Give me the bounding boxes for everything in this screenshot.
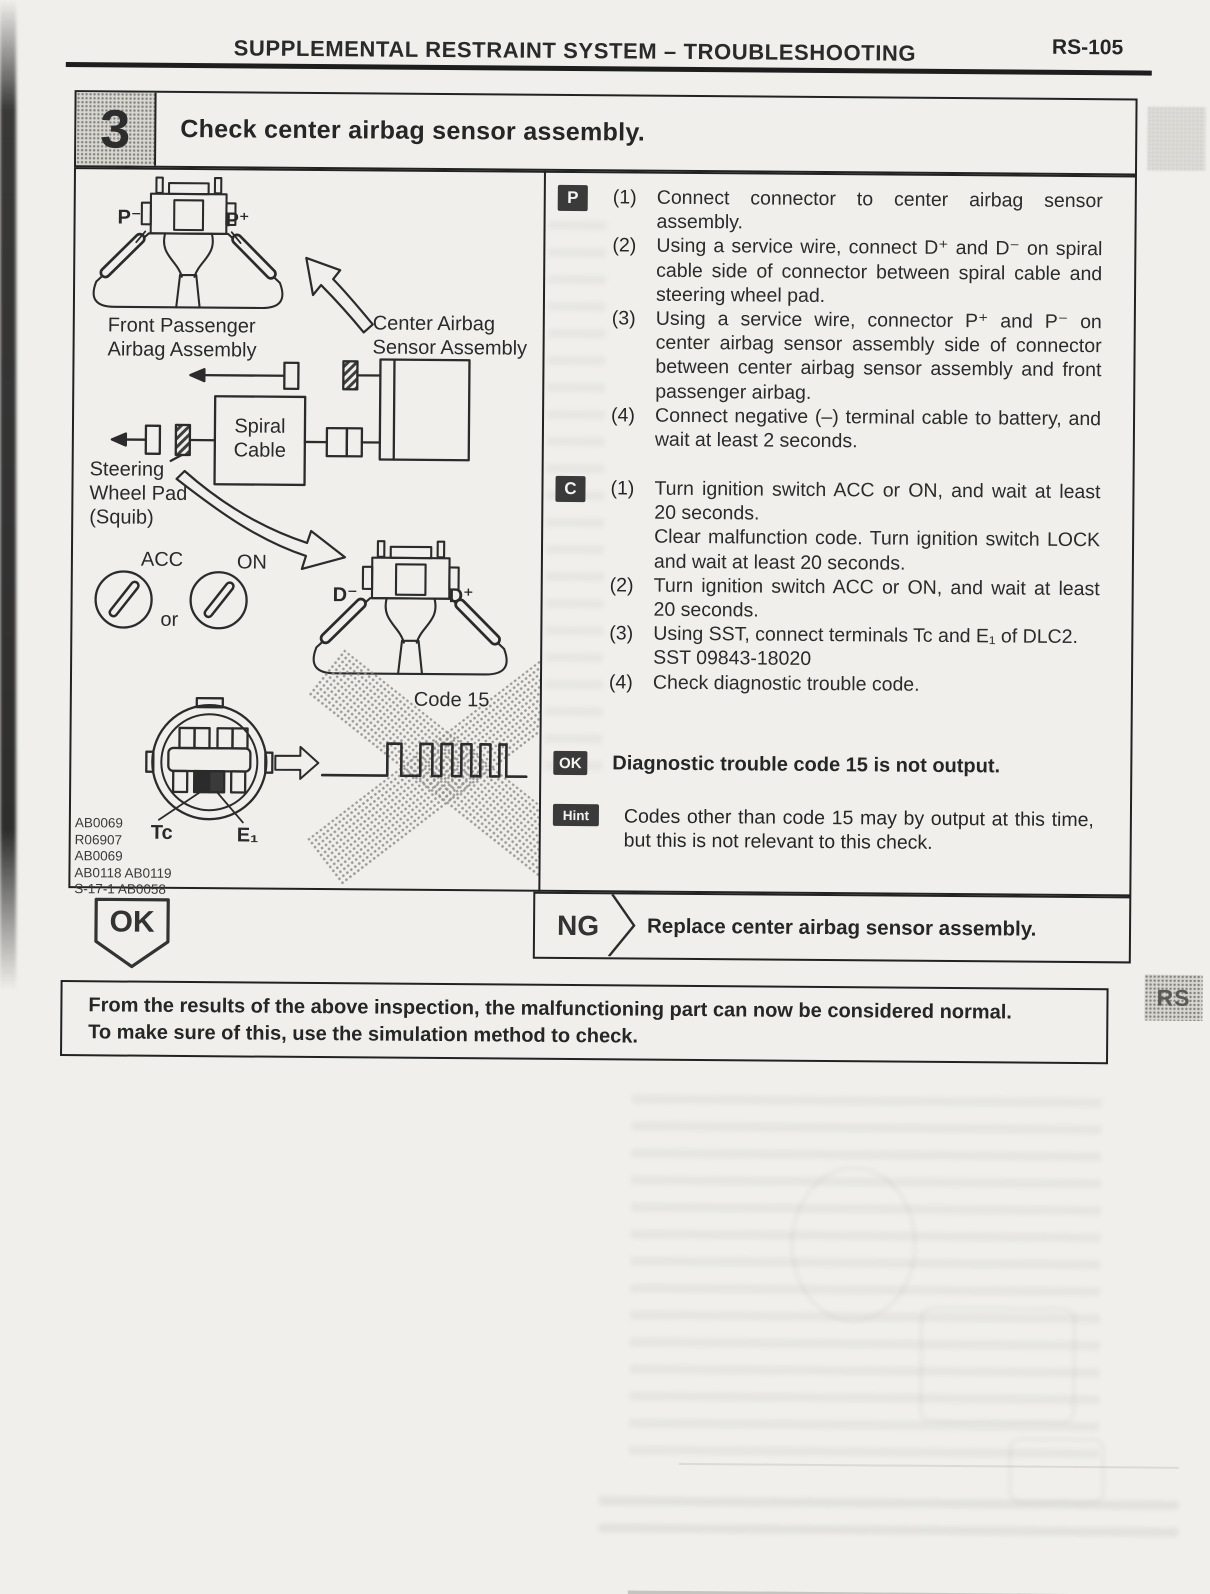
bleed-through-artifact [628,1591,1198,1594]
page-header-title: SUPPLEMENTAL RESTRAINT SYSTEM – TROUBLESHOOTING [233,35,917,66]
label-p-minus: P⁻ [117,206,142,229]
double-arrow-icon [275,747,318,779]
ng-result-box [533,892,1132,964]
arrow-to-center-sensor [306,258,374,333]
label-front-passenger-airbag: Front Passenger Airbag Assembly [107,314,257,362]
step-header [74,90,1138,175]
diagram-panel [68,167,544,897]
bleed-through-artifact [1147,107,1206,171]
instruction-text: Using a service wire, connector P⁺ and P⁻ on center airbag sensor assembly side of connector between center airbag sensor assembly and front passenger airbag. [655,307,1102,404]
ng-action-text: Replace center airbag sensor assembly. [646,914,1037,941]
check-block: C (1) Turn ignition switch ACC or ON, and wait at least 20 seconds. Clear malfunction code. Turn ignition switch LOCK and wait at least 20 seconds. (2) Turn ignition switch ACC or ON, and wait at least 20 seconds. (3) Using SST, connect terminals Tc and E₁ of DLC2. SST 09843-18020 (4) Check diagnostic trouble code. [542,476,1135,698]
bleed-through-artifact [919,1307,1076,1424]
ok-result-badge [93,897,172,970]
ok-result-label: OK [109,905,155,939]
label-steering-wheel-pad: Steering Wheel Pad (Squib) [89,458,188,529]
scan-spine-shadow [0,0,16,1594]
summary-note-line1: From the results of the above inspection, the malfunctioning part can now be considered normal. [88,994,1012,1024]
figure-part-codes: AB0069 R06907 AB0069 AB0118 AB0119 S-17-1 AB0058 [74,815,172,897]
label-d-minus: D⁻ [332,584,358,607]
instructions-panel [538,171,1137,897]
instruction-text: Connect negative (–) terminal cable to battery, and wait at least 2 seconds. [654,404,1102,453]
label-p-plus: P⁺ [225,209,250,232]
instruction-text: Connect connector to center airbag sensor assembly. [656,186,1103,234]
instruction-text: Check diagnostic trouble code. [652,671,920,696]
label-d-plus: D⁺ [448,585,474,608]
bleed-through-artifact [790,1166,917,1323]
step-number-block [76,92,157,166]
instruction-text: Using a service wire, connect D⁺ and D⁻ on spiral cable side of connector between spiral cable and steering wheel pad. [655,235,1103,307]
hint-text: Codes other than code 15 may by output at this time, but this is not relevant to this check. [623,805,1094,855]
ok-criteria-text: Diagnostic trouble code 15 is not output. [612,752,1001,778]
front-passenger-airbag-drawing [94,177,284,308]
summary-note [60,980,1109,1064]
instruction-text: Turn ignition switch ACC or ON, and wait at least 20 seconds. Clear malfunction code. Turn ignition switch LOCK and wait at least 20 seconds. [653,477,1101,575]
label-on: ON [236,551,267,574]
label-code15: Code 15 [413,688,490,712]
summary-note-line2: To make sure of this, use the simulation method to check. [88,1021,639,1048]
section-tab-rs: RS [1144,975,1202,1021]
ng-label: NG [556,909,600,941]
ok-criteria-block [541,751,1132,781]
ok-badge: OK [553,751,587,775]
label-spiral-cable: Spiral Cable [233,415,286,462]
label-acc: ACC [140,548,184,571]
bleed-through-artifact [1009,1437,1106,1504]
instruction-text: Turn ignition switch ACC or ON, and wait at least 20 seconds. [653,574,1100,622]
dlc2-connector-drawing [146,698,273,823]
label-or: or [160,608,179,631]
preparation-badge: P [558,185,588,211]
instruction-text: Using SST, connect terminals Tc and E₁ of DLC2. SST 09843-18020 [653,622,1079,671]
hint-badge: Hint [553,804,599,826]
step-title: Check center airbag sensor assembly. [180,114,646,147]
preparation-block: P (1) Connect connector to center airbag sensor assembly. (2) Using a service wire, connect D⁺ and D⁻ on spiral cable side of connector between spiral cable and steering wheel pad. (3) Using a service wire, connector P⁺ and P⁻ on center airbag sensor assembly side of connector between center airbag sensor assembly and front passenger airbag. (4) Connect negative (–) terminal cable to battery, and wait at least 2 seconds. [544,185,1137,456]
page-number: RS-105 [1051,35,1124,60]
label-center-airbag-sensor: Center Airbag Sensor Assembly [372,312,528,360]
cross-out-mark [306,649,544,888]
step-number: 3 [100,98,131,160]
bleed-through-artifact [598,1496,1178,1547]
ng-chevron [535,894,645,957]
label-e1: E₁ [236,824,259,847]
label-tc: Tc [150,821,173,844]
check-badge: C [555,476,585,502]
hint-block [541,804,1132,857]
